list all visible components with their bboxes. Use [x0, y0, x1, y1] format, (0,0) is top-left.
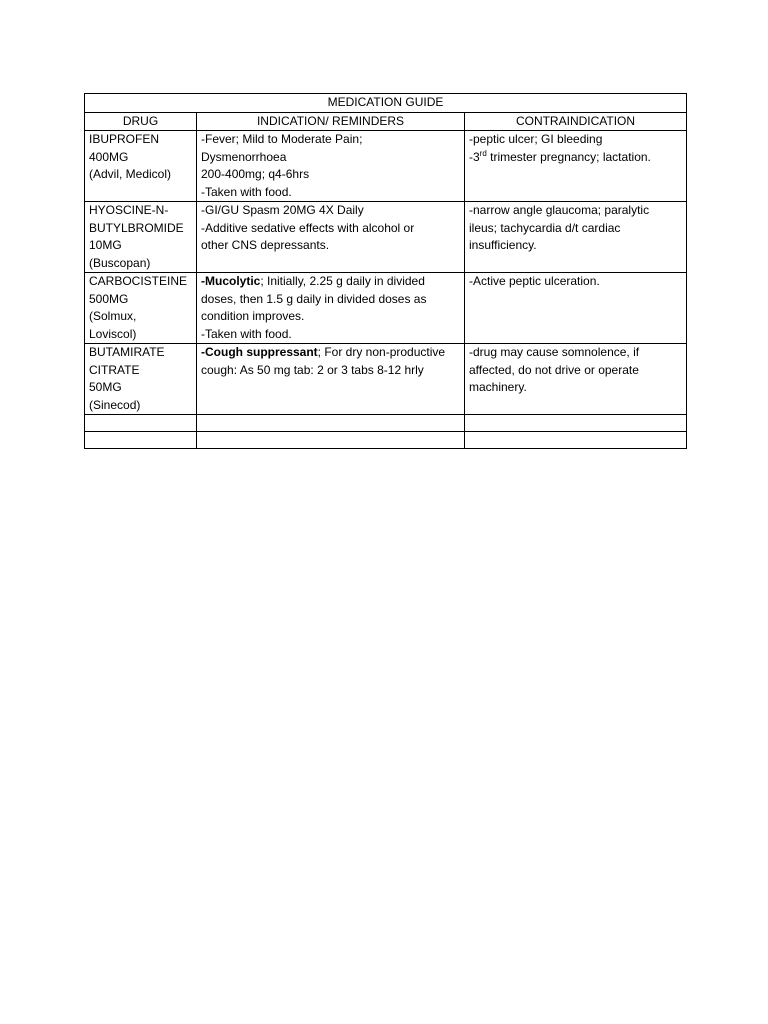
contraindication-line: -peptic ulcer; GI bleeding: [469, 132, 603, 146]
drug-cell: [85, 131, 197, 202]
drug-name: CARBOCISTEINE: [89, 274, 188, 288]
empty-cell: [465, 415, 687, 432]
indication-line: [201, 344, 460, 362]
drug-brands: (Buscopan): [89, 255, 151, 270]
empty-cell: [197, 415, 465, 432]
indication-line: -Taken with food.: [201, 184, 292, 199]
drug-brands: (Advil, Medicol): [89, 167, 172, 181]
header-indication: INDICATION/ REMINDERS: [197, 112, 465, 131]
contraindication-line: -drug may cause somnolence, if: [469, 345, 640, 359]
indication-text: ; Initially, 2.25 g daily in divided: [260, 274, 425, 288]
contraindication-line: -Active peptic ulceration.: [469, 274, 600, 288]
indication-line: 200-400mg; q4-6hrs: [201, 167, 310, 181]
indication-line: -GI/GU Spasm 20MG 4X Daily: [201, 203, 364, 217]
contraindication-line: machinery.: [469, 380, 527, 394]
indication-line: Dysmenorrhoea: [201, 149, 287, 164]
drug-cell: [85, 344, 197, 415]
drug-name: HYOSCINE-N-: [89, 203, 169, 217]
indication-cell: [197, 202, 465, 273]
table-row: [85, 202, 687, 273]
indication-line: [201, 273, 460, 291]
drug-dose: 10MG: [89, 238, 122, 252]
table-title: MEDICATION GUIDE: [85, 94, 687, 113]
drug-brands: (Sinecod): [89, 397, 141, 412]
drug-cell: [85, 202, 197, 273]
header-drug: DRUG: [85, 112, 197, 131]
empty-cell: [197, 432, 465, 449]
header-row: [85, 112, 687, 131]
table-row: [85, 131, 687, 202]
contraindication-cell: [465, 273, 687, 344]
header-contraindication: CONTRAINDICATION: [465, 112, 687, 131]
contraindication-cell: [465, 131, 687, 202]
empty-row: [85, 415, 687, 432]
empty-row: [85, 432, 687, 449]
drug-dose: 500MG: [89, 291, 129, 306]
drug-dose: 400MG: [89, 149, 129, 164]
medication-guide-table: [84, 93, 687, 449]
table-row: [85, 344, 687, 415]
contraindication-line: [469, 149, 682, 167]
contraindication-line: affected, do not drive or operate: [469, 362, 639, 377]
table-row: [85, 273, 687, 344]
indication-keyword: -Mucolytic: [201, 274, 261, 288]
title-row: [85, 94, 687, 113]
indication-line: -Additive sedative effects with alcohol or: [201, 220, 415, 235]
empty-cell: [465, 432, 687, 449]
contra-suffix: trimester pregnancy; lactation.: [486, 149, 651, 164]
indication-line: -Taken with food.: [201, 326, 292, 341]
contraindication-line: -narrow angle glaucoma; paralytic: [469, 203, 650, 217]
indication-line: doses, then 1.5 g daily in divided doses as: [201, 291, 427, 306]
indication-line: condition improves.: [201, 309, 305, 323]
contraindication-line: insufficiency.: [469, 238, 537, 252]
indication-text: ; For dry non-productive: [317, 345, 446, 359]
indication-line: -Fever; Mild to Moderate Pain;: [201, 132, 363, 146]
drug-cell: [85, 273, 197, 344]
indication-cell: [197, 131, 465, 202]
indication-line: cough: As 50 mg tab: 2 or 3 tabs 8-12 hrly: [201, 362, 424, 377]
contraindication-cell: [465, 344, 687, 415]
drug-dose: 50MG: [89, 380, 122, 394]
indication-keyword: -Cough suppressant: [201, 345, 318, 359]
contraindication-cell: [465, 202, 687, 273]
empty-cell: [85, 432, 197, 449]
drug-brands: (Solmux,: [89, 309, 137, 323]
drug-name: BUTYLBROMIDE: [89, 220, 184, 235]
indication-cell: [197, 344, 465, 415]
drug-name: BUTAMIRATE: [89, 345, 165, 359]
ordinal-suffix: rd: [479, 148, 487, 158]
contraindication-line: ileus; tachycardia d/t cardiac: [469, 220, 621, 235]
indication-line: other CNS depressants.: [201, 238, 330, 252]
indication-cell: [197, 273, 465, 344]
drug-brands: Loviscol): [89, 326, 137, 341]
drug-name: CITRATE: [89, 362, 140, 377]
empty-cell: [85, 415, 197, 432]
drug-name: IBUPROFEN: [89, 132, 160, 146]
contra-prefix: -3: [469, 149, 480, 164]
